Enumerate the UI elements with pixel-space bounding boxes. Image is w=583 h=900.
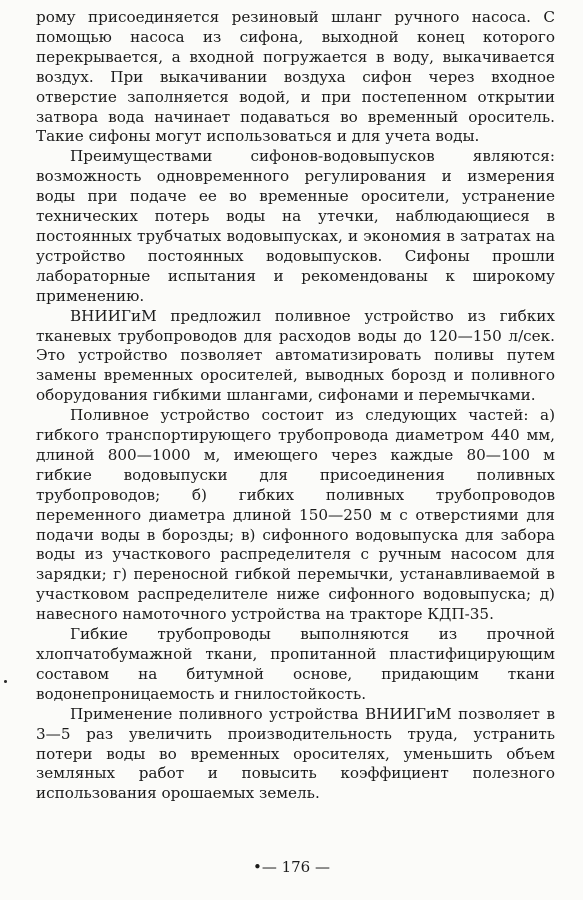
- body-text: [36, 8, 555, 804]
- margin-mark: [4, 680, 7, 683]
- paragraph-4: Поливное устройство состоит из следующих частей: а) гибкого транспортирующего трубопровода диаметром 440 мм, длиной 800—1000 м, имеющего через каждые 80—100 м гибкие водовыпуски для присоединения поливных трубопроводов; б) гибких поливных трубопроводов переменного диаметра длиной 150—250 м с отверстиями для подачи воды в борозды; в) сифонного водовыпуска для забора воды из участкового распределителя с ручным насосом для зарядки; г) переносной гибкой перемычки, устанавливаемой в участковом распределителе ниже сифонного водовыпуска; д) навесного намоточного устройства на тракторе КДП-35.: [36, 406, 555, 624]
- paragraph-3: ВНИИГиМ предложил поливное устройство из гибких тканевых трубопроводов для расходов воды до 120—150 л/сек. Это устройство позволяет автоматизировать поливы путем замены временных оросителей, выводных борозд и поливного оборудования гибкими шлангами, сифонами и перемычками.: [36, 306, 555, 405]
- paragraph-6: Применение поливного устройства ВНИИГиМ позволяет в 3—5 раз увеличить производительность труда, устранить потери воды во временных оросителях, уменьшить объем земляных работ и повысить коэффициент полезного использования орошаемых земель.: [36, 704, 555, 803]
- paragraph-5: Гибкие трубопроводы выполняются из прочной хлопчатобумажной ткани, пропитанной пластифицирующим составом на битумной основе, придающим ткани водонепроницаемость и гнилостойкость.: [36, 625, 555, 703]
- page-number: •— 176 —: [252, 858, 330, 876]
- paragraph-1: рому присоединяется резиновый шланг ручного насоса. С помощью насоса из сифона, выходной конец которого перекрывается, а входной погружается в воду, выкачивается воздух. При выкачивании воздуха сифон через входное отверстие заполняется водой, и при постепенном открытии затвора вода начинает подаваться во временный ороситель. Такие сифоны могут использоваться и для учета воды.: [36, 8, 555, 146]
- paragraph-2: Преимуществами сифонов-водовыпусков являются: возможность одновременного регулирования и измерения воды при подаче ее во временные оросители, устранение технических потерь воды на утечки, наблюдающиеся в постоянных трубчатых водовыпусках, и экономия в затратах на устройство постоянных водовыпусков. Сифоны прошли лабораторные испытания и рекомендованы к широкому применению.: [36, 147, 555, 305]
